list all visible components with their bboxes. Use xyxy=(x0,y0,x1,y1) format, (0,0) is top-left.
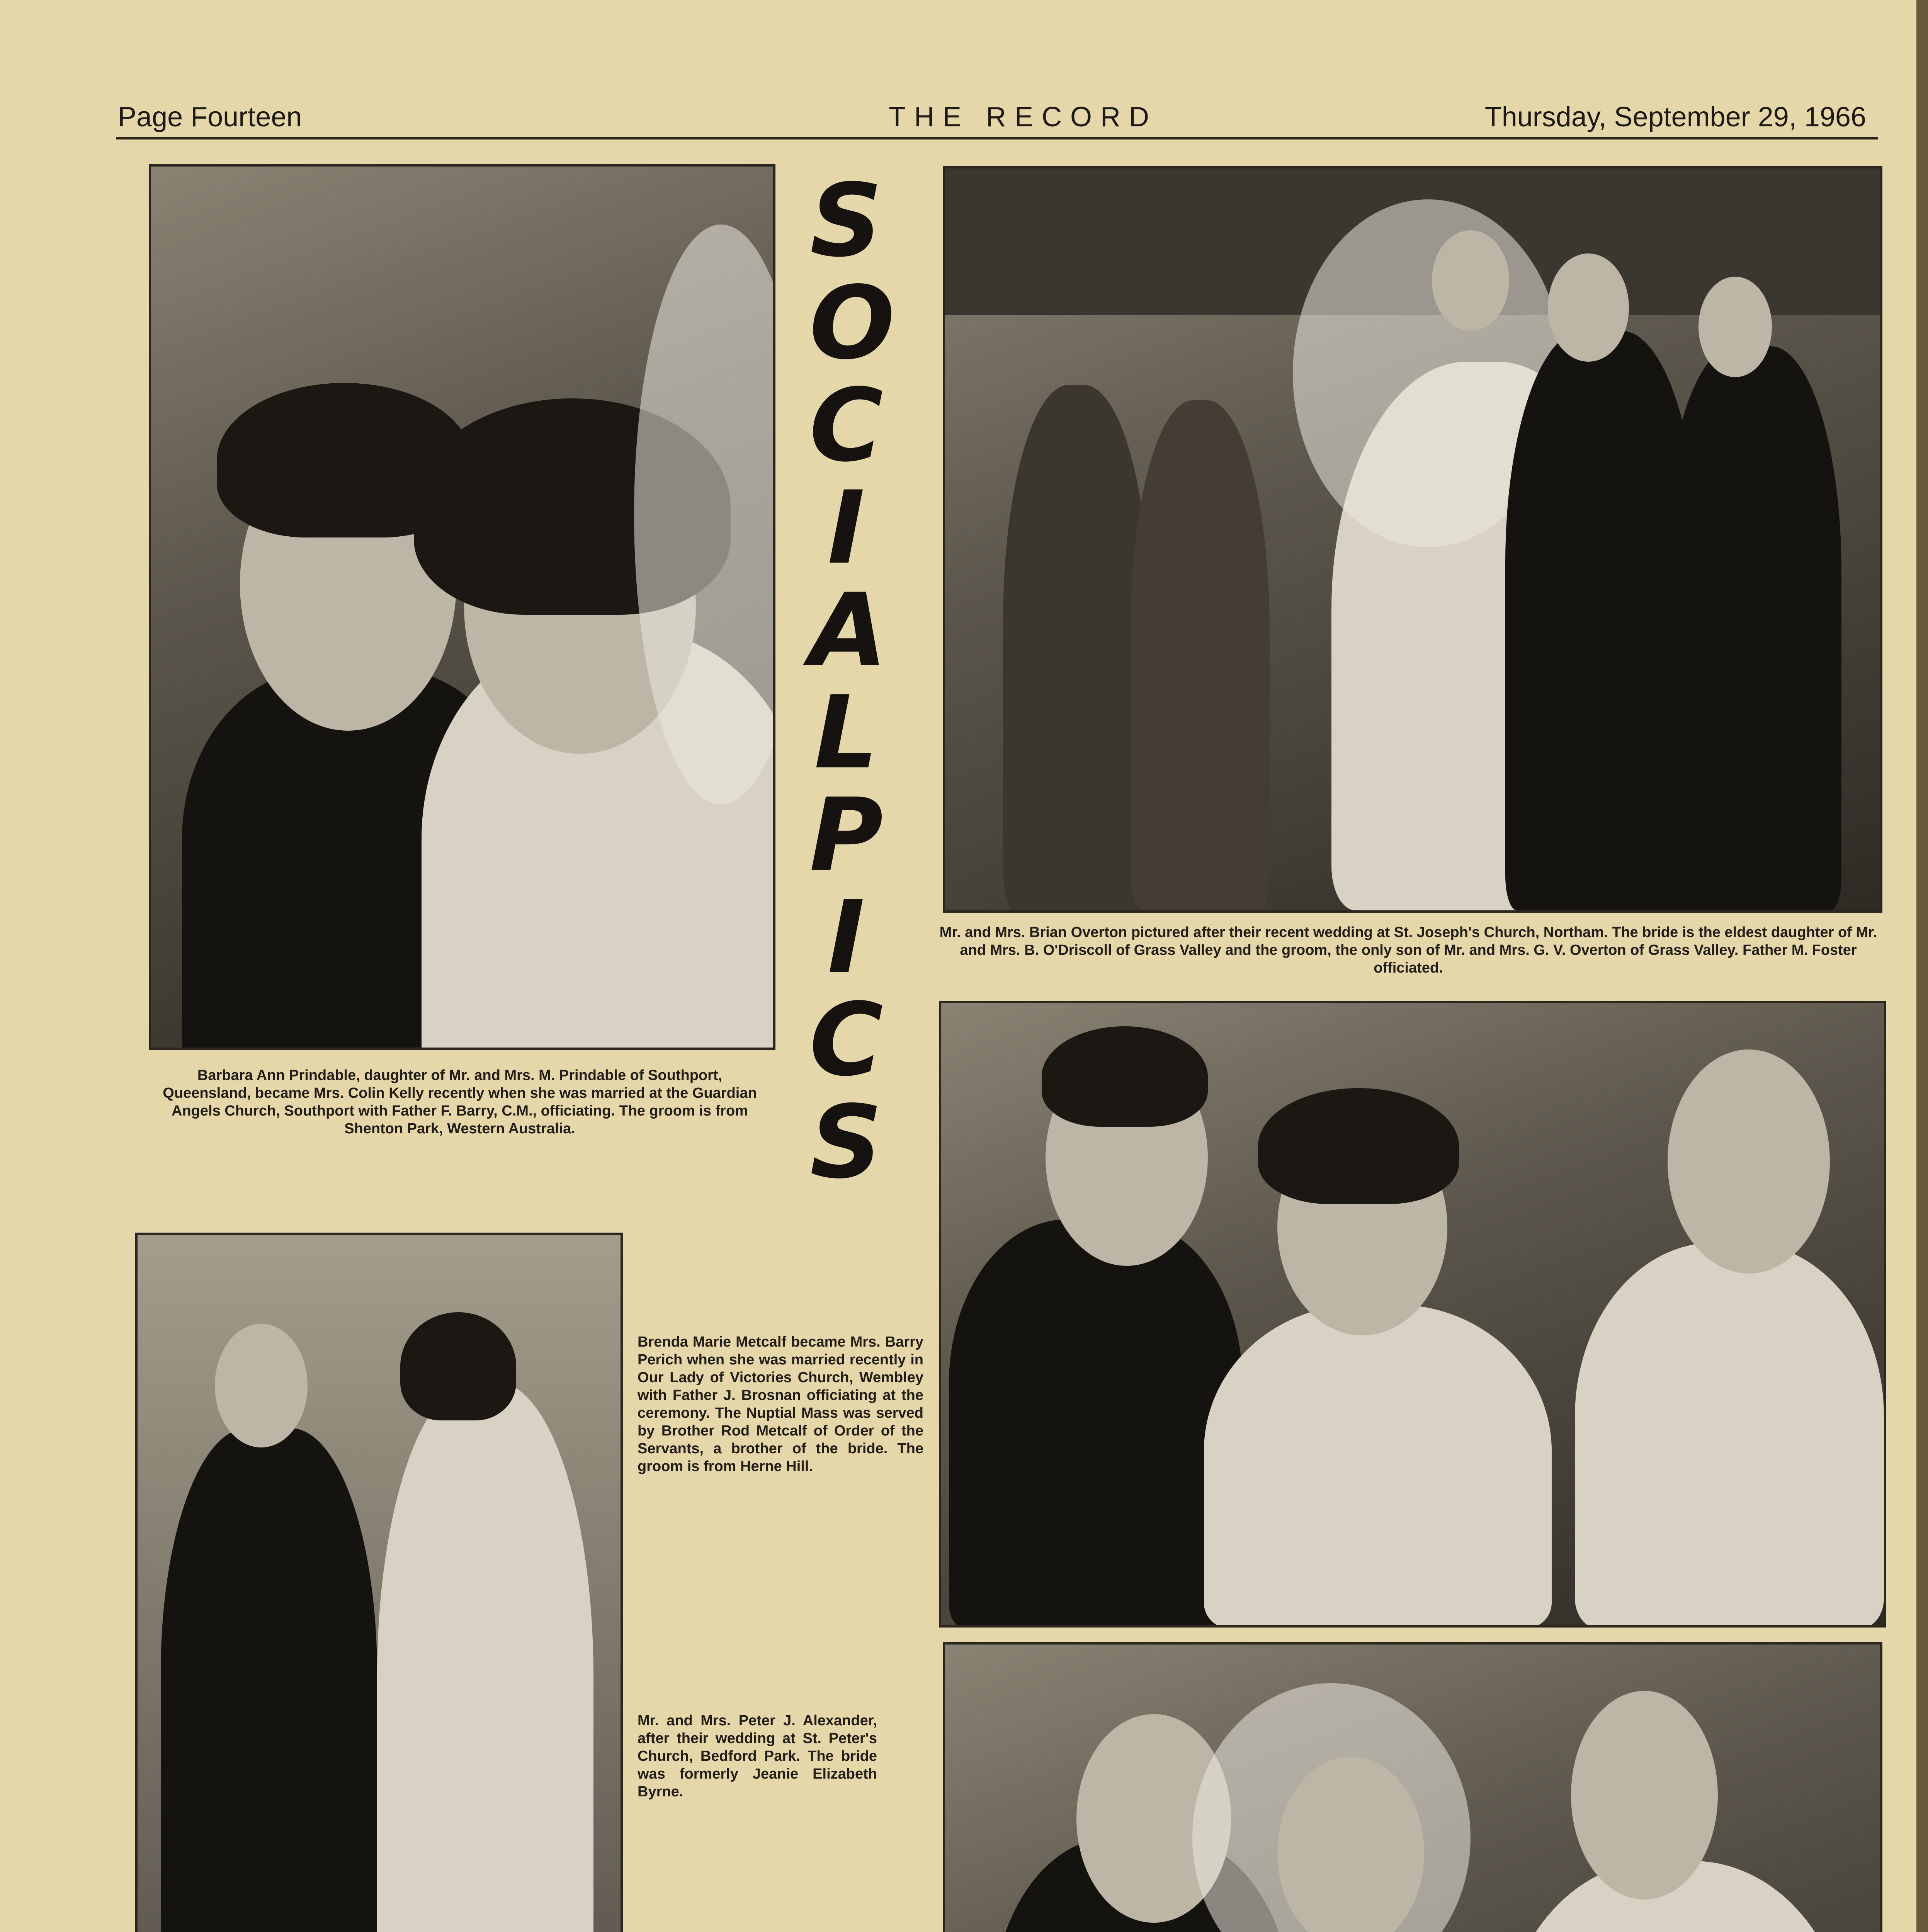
title-letter: S xyxy=(810,1084,882,1201)
caption-kelly: Barbara Ann Prindable, daughter of Mr. and Mrs. M. Prindable of Southport, Queensland, became Mrs. Colin Kelly recently when she was married at the Guardian Angels Church, Southport with Father F. Barry, C.M., officiating. The groom is from Shenton Park, Western Australia. xyxy=(163,1067,757,1137)
photo-thompson-wedding xyxy=(943,1642,1882,1932)
caption-alexander: Mr. and Mrs. Peter J. Alexander, after their wedding at St. Peter's Church, Bedford Park. The bride was formerly Jeanie Elizabeth Byrne. xyxy=(638,1713,877,1800)
title-letter: C xyxy=(809,982,883,1099)
title-letter: A xyxy=(809,572,887,689)
title-letter: O xyxy=(809,265,895,382)
social-pics-title xyxy=(809,163,895,1201)
title-letter: L xyxy=(814,675,878,791)
title-letter: C xyxy=(809,367,883,484)
photo-kelly-wedding xyxy=(149,164,775,1050)
title-letter: P xyxy=(809,777,883,894)
title-letter: I xyxy=(827,879,865,996)
title-letter: S xyxy=(810,163,882,279)
photo-overton-wedding xyxy=(943,166,1882,913)
photo-perich-wedding xyxy=(939,1001,1886,1628)
caption-overton: Mr. and Mrs. Brian Overton pictured after their recent wedding at St. Joseph's Church, Northam. The bride is the eldest daughter of Mr. and Mrs. B. O'Driscoll of Grass Valley and the groom, the only son of Mr. and Mrs. G. V. Overton of Grass Valley. Father M. Foster officiated. xyxy=(939,924,1877,976)
photo-alexander-wedding xyxy=(135,1233,623,1932)
page-number: Page Fourteen xyxy=(118,102,302,133)
masthead: THE RECORD xyxy=(889,102,1158,133)
caption-perich: Brenda Marie Metcalf became Mrs. Barry Perich when she was married recently in Our Lady of Victories Church, Wembley with Father J. Brosnan officiating at the ceremony. The Nuptial Mass was served by Brother Rod Metcalf of Order of the Servants, a brother of the bride. The groom is from Herne Hill. xyxy=(638,1334,923,1475)
page-spine xyxy=(1916,0,1928,1932)
issue-date: Thursday, September 29, 1966 xyxy=(1484,102,1866,133)
title-letter: I xyxy=(827,470,865,587)
header-rule xyxy=(116,137,1878,139)
